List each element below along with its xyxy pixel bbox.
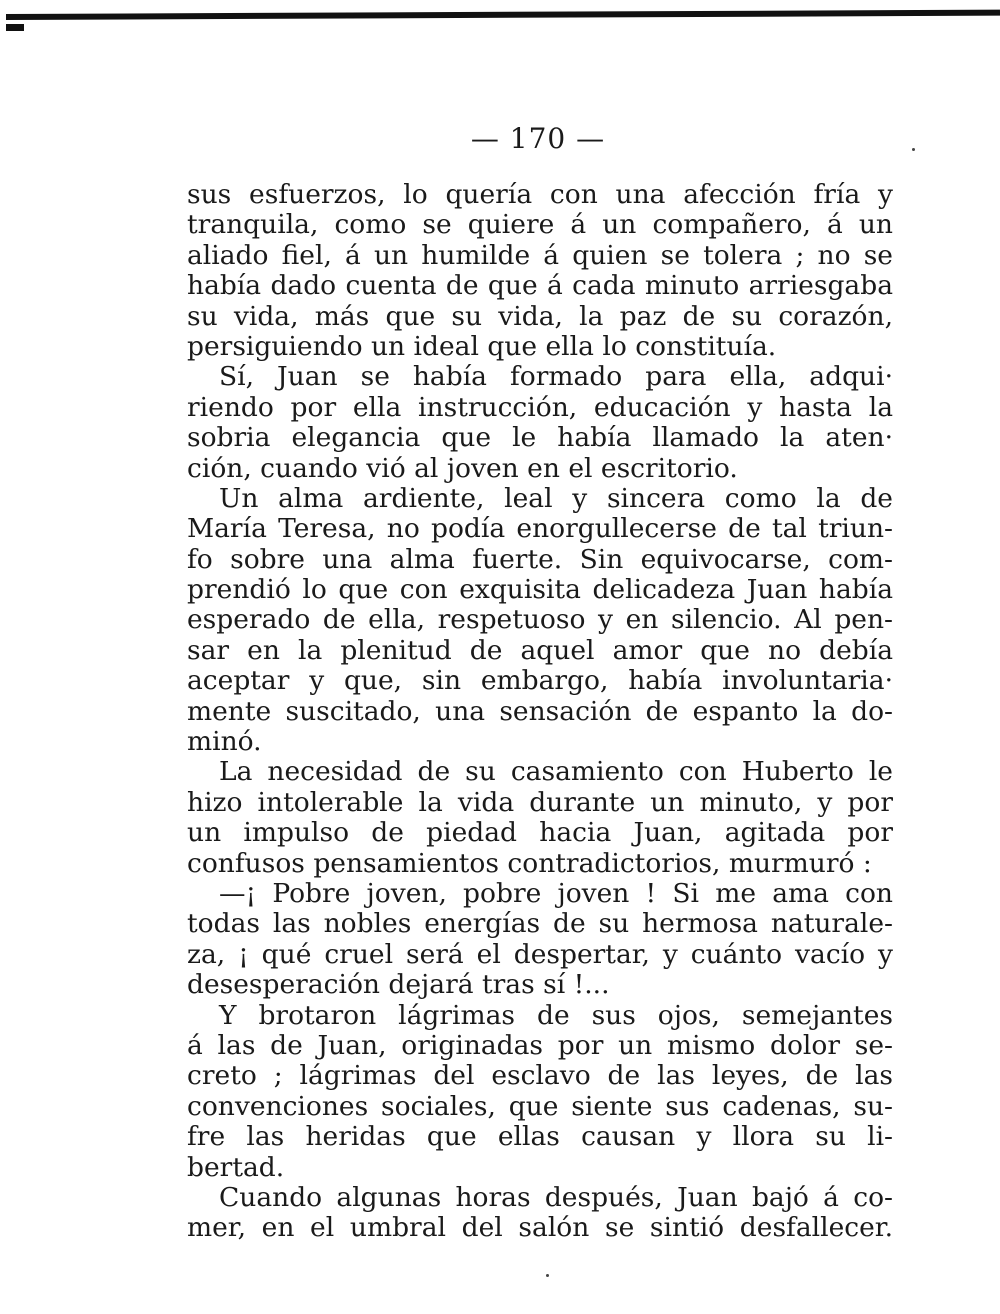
text-line: un impulso de piedad hacia Juan, agitada por [187, 818, 893, 849]
text-line: María Teresa, no podía enorgullecerse de tal triun- [187, 514, 893, 545]
text-line: sus esfuerzos, lo quería con una afección fría y [187, 180, 893, 210]
text-line: minó. [187, 727, 262, 758]
text-line: ción, cuando vió al joven en el escritorio. [187, 453, 738, 484]
text-line: tranquila, como se quiere á un compañero, á un [187, 210, 893, 241]
text-line: sobria elegancia que le había llamado la aten· [187, 423, 893, 454]
text-line: mente suscitado, una sensación de espanto la do- [187, 696, 893, 727]
text-line: todas las nobles energías de su hermosa naturale- [187, 909, 893, 940]
top-border-rule [6, 10, 1000, 20]
text-line: esperado de ella, respetuoso y en silencio. Al pen- [187, 605, 893, 636]
text-line: aceptar y que, sin embargo, había involuntaria· [187, 666, 893, 697]
text-line: za, ¡ qué cruel será el despertar, y cuánto vacío y [187, 939, 893, 970]
scan-speck [912, 148, 915, 151]
text-line: fo sobre una alma fuerte. Sin equivocarse, com- [187, 544, 893, 575]
text-line: sar en la plenitud de aquel amor que no debía [187, 635, 893, 666]
text-line: —¡ Pobre joven, pobre joven ! Si me ama con [219, 878, 893, 909]
top-border-mark [6, 24, 24, 31]
text-line: creto ; lágrimas del esclavo de las leyes, de las [187, 1061, 893, 1092]
text-line: Un alma ardiente, leal y sincera como la de [219, 483, 893, 514]
body-text [187, 180, 893, 1244]
scan-speck [546, 1274, 549, 1277]
text-line: Y brotaron lágrimas de sus ojos, semejantes [219, 1000, 893, 1031]
text-line: prendió lo que con exquisita delicadeza Juan había [187, 575, 893, 606]
text-line: aliado fiel, á un humilde á quien se tolera ; no se [187, 240, 893, 271]
text-line: hizo intolerable la vida durante un minuto, y por [187, 787, 893, 818]
text-line: su vida, más que su vida, la paz de su corazón, [187, 301, 893, 332]
text-line: desesperación dejará tras sí !... [187, 970, 610, 1001]
text-line: había dado cuenta de que á cada minuto arriesgaba [187, 271, 893, 302]
text-line: fre las heridas que ellas causan y llora su li- [187, 1122, 893, 1153]
text-line: La necesidad de su casamiento con Huberto le [219, 757, 893, 788]
text-line: Cuando algunas horas después, Juan bajó á co- [219, 1182, 893, 1213]
text-line: Sí, Juan se había formado para ella, adqui· [219, 362, 893, 393]
page-number: — 170 — [470, 122, 606, 155]
text-line: á las de Juan, originadas por un mismo dolor se- [187, 1030, 893, 1061]
text-line: mer, en el umbral del salón se sintió desfallecer. [187, 1213, 893, 1244]
text-line: convenciones sociales, que siente sus cadenas, su- [187, 1091, 893, 1122]
text-line: riendo por ella instrucción, educación y hasta la [187, 392, 893, 423]
text-line: bertad. [187, 1152, 285, 1183]
text-line: confusos pensamientos contradictorios, murmuró : [187, 848, 872, 879]
text-line: persiguiendo un ideal que ella lo constituía. [187, 331, 777, 362]
